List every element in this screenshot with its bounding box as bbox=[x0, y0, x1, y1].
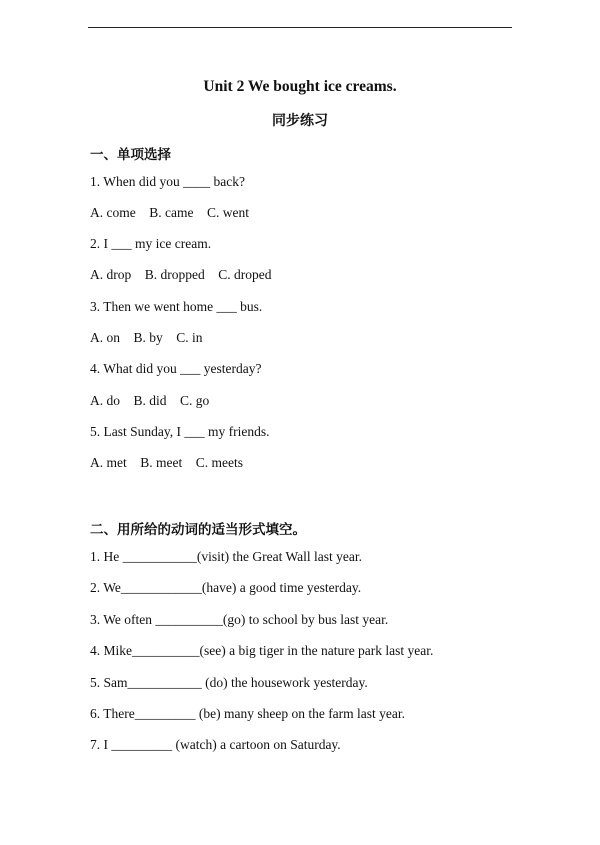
options-1: A. come B. came C. went bbox=[90, 205, 249, 220]
options-2: A. drop B. dropped C. droped bbox=[90, 267, 272, 282]
question-1: 1. When did you ____ back? bbox=[90, 174, 245, 189]
section1-heading: 一、单项选择 bbox=[90, 147, 171, 163]
fill-item-5: 5. Sam___________ (do) the housework yesterday. bbox=[90, 675, 368, 690]
fill-item-1: 1. He ___________(visit) the Great Wall last year. bbox=[90, 549, 362, 564]
header-rule bbox=[88, 27, 512, 28]
options-4: A. do B. did C. go bbox=[90, 393, 210, 408]
fill-item-6: 6. There_________ (be) many sheep on the farm last year. bbox=[90, 706, 406, 721]
section2-heading: 二、用所给的动词的适当形式填空。 bbox=[90, 522, 306, 538]
options-5: A. met B. meet C. meets bbox=[90, 455, 243, 470]
question-2: 2. I ___ my ice cream. bbox=[90, 236, 212, 251]
fill-item-7: 7. I _________ (watch) a cartoon on Saturday. bbox=[90, 737, 341, 752]
fill-item-2: 2. We____________(have) a good time yesterday. bbox=[90, 580, 362, 595]
question-5: 5. Last Sunday, I ___ my friends. bbox=[90, 424, 270, 439]
question-3: 3. Then we went home ___ bus. bbox=[90, 299, 263, 314]
worksheet-subtitle: 同步练习 bbox=[272, 113, 328, 129]
options-3: A. on B. by C. in bbox=[90, 330, 203, 345]
fill-item-4: 4. Mike__________(see) a big tiger in the nature park last year. bbox=[90, 643, 434, 658]
question-4: 4. What did you ___ yesterday? bbox=[90, 361, 262, 376]
worksheet-title: Unit 2 We bought ice creams. bbox=[203, 78, 397, 95]
fill-item-3: 3. We often __________(go) to school by bus last year. bbox=[90, 612, 389, 627]
